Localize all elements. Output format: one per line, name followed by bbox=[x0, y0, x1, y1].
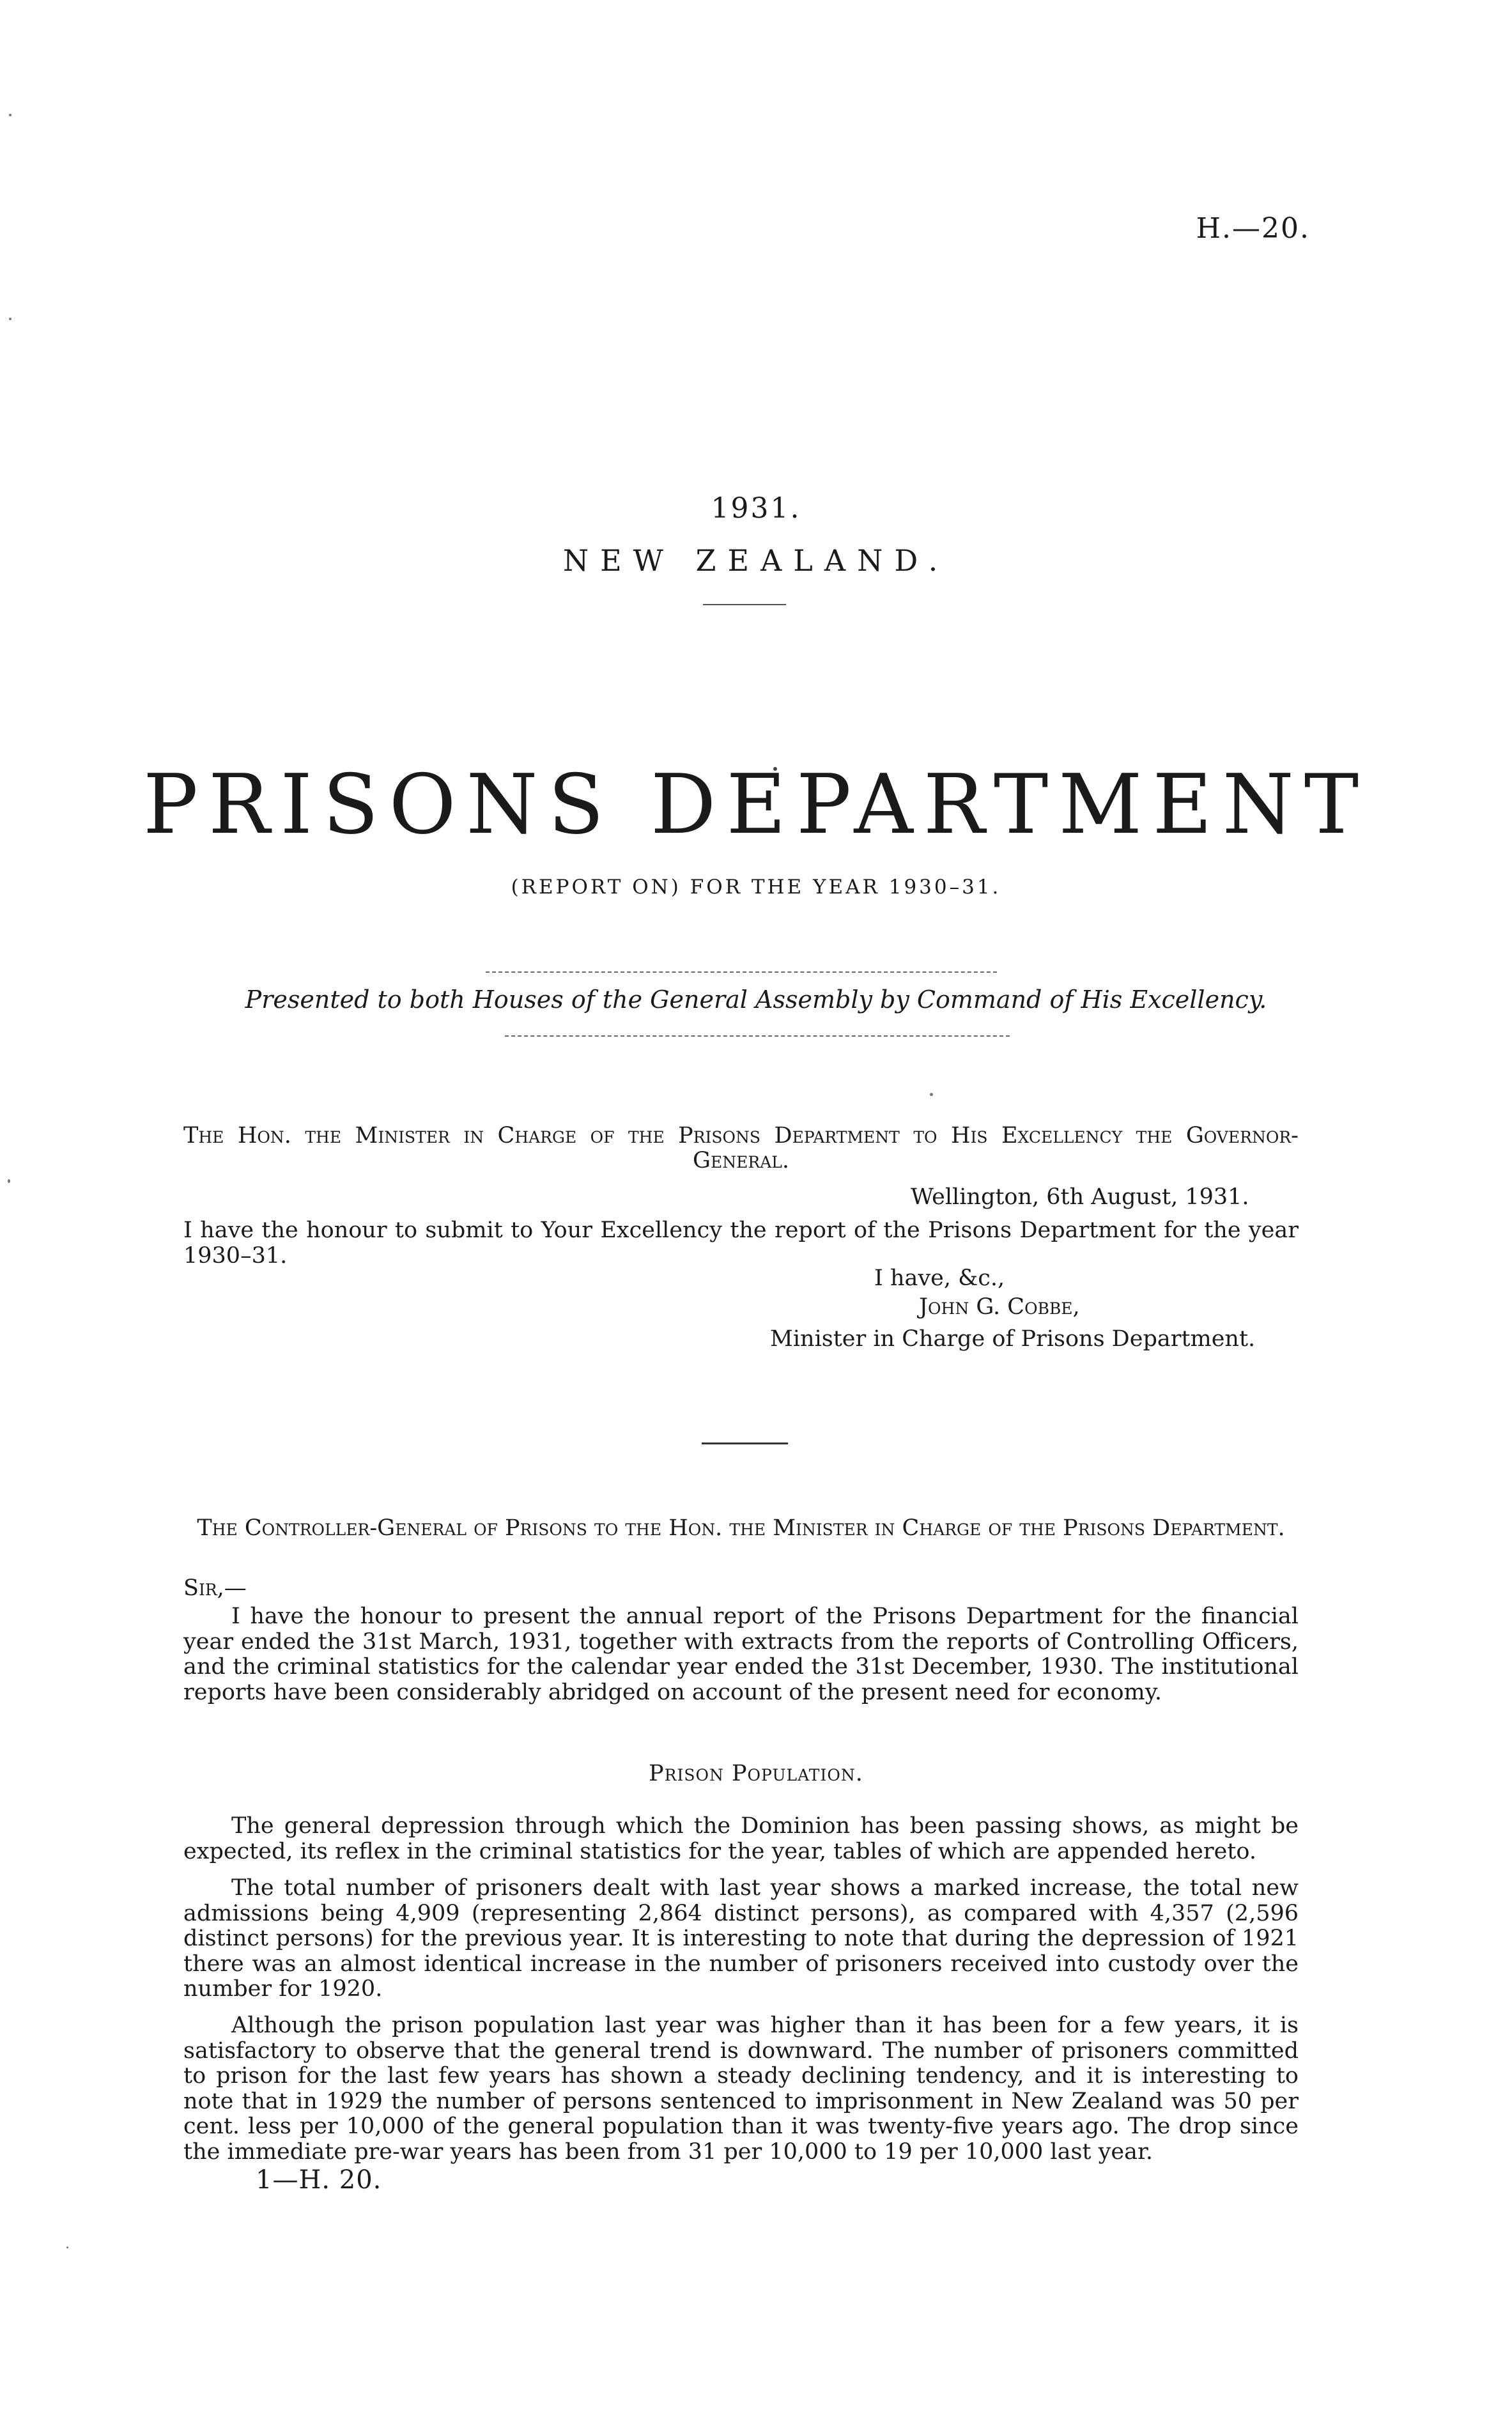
section-divider bbox=[702, 1442, 788, 1444]
page-reference: H.—20. bbox=[1196, 212, 1310, 245]
letter2-address: The Controller-General of Prisons to the Hon. the Minister in Charge of the Prisons Department. bbox=[197, 1515, 1285, 1541]
scan-speck bbox=[9, 318, 12, 320]
letter1-signatory-title: Minister in Charge of Prisons Department. bbox=[770, 1326, 1256, 1352]
presented-line: Presented to both Houses of the General Assembly by Command of His Excellency. bbox=[245, 986, 1267, 1014]
letter1-signatory: John G. Cobbe, bbox=[919, 1294, 1080, 1320]
paragraph-1: The general depression through which the Dominion has been passing shows, as might be expected, its reflex in the criminal statistics for the year, tables of which are appended hereto. bbox=[183, 1813, 1299, 1864]
letter2-salutation: Sir,— bbox=[183, 1575, 247, 1601]
country-heading: NEW ZEALAND. bbox=[562, 543, 950, 578]
letter1-place-date: Wellington, 6th August, 1931. bbox=[911, 1184, 1249, 1210]
section-heading: Prison Population. bbox=[649, 1761, 863, 1786]
letter1-body: I have the honour to submit to Your Excellency the report of the Prisons Department for the year 1930–31. bbox=[183, 1218, 1299, 1269]
year: 1931. bbox=[711, 492, 801, 525]
paragraph-2: The total number of prisoners dealt with last year shows a marked increase, the total new admissions being 4,909 (representing 2,864 distinct persons), as compared with 4,357 (2,596 distinct persons) for the previous year. It is interesting to note that during the depression of 1921 there was an almost identical increase in the number of prisoners received into custody over the number for 1920. bbox=[183, 1875, 1299, 2002]
scan-speck bbox=[66, 2246, 68, 2248]
separator-rule-bottom bbox=[505, 1035, 1010, 1037]
separator-rule-top bbox=[486, 971, 997, 973]
report-title: PRISONS DEPARTMENT bbox=[143, 757, 1369, 853]
report-subtitle: (REPORT ON) FOR THE YEAR 1930–31. bbox=[511, 876, 1001, 899]
letter1-address: The Hon. the Minister in Charge of the Prisons Department to His Excellency the Governor-General. bbox=[183, 1123, 1299, 1173]
scan-speck bbox=[8, 1179, 10, 1183]
paragraph-3: Although the prison population last year was higher than it has been for a few years, it is satisfactory to observe that the general trend is downward. The number of prisoners committed to prison for the last few years has shown a steady declining tendency, and it is interesting to note that in 1929 the number of persons sentenced to imprisonment in New Zealand was 50 per cent. less per 10,000 of the general population than it was twenty-five years ago. The drop since the immediate pre-war years has been from 31 per 10,000 to 19 per 10,000 last year. bbox=[183, 2013, 1299, 2165]
letter1-closing: I have, &c., bbox=[874, 1265, 1005, 1291]
footer-reference: 1—H. 20. bbox=[256, 2165, 382, 2195]
scan-speck bbox=[9, 114, 12, 116]
letter2-body: I have the honour to present the annual report of the Prisons Department for the financial year ended the 31st March, 1931, together with extracts from the reports of Controlling Officers, and the criminal statistics for the calendar year ended the 31st December, 1930. The institutional reports have been considerably abridged on account of the present need for economy. bbox=[183, 1604, 1299, 1705]
scan-speck bbox=[930, 1093, 933, 1096]
short-rule bbox=[703, 604, 786, 605]
